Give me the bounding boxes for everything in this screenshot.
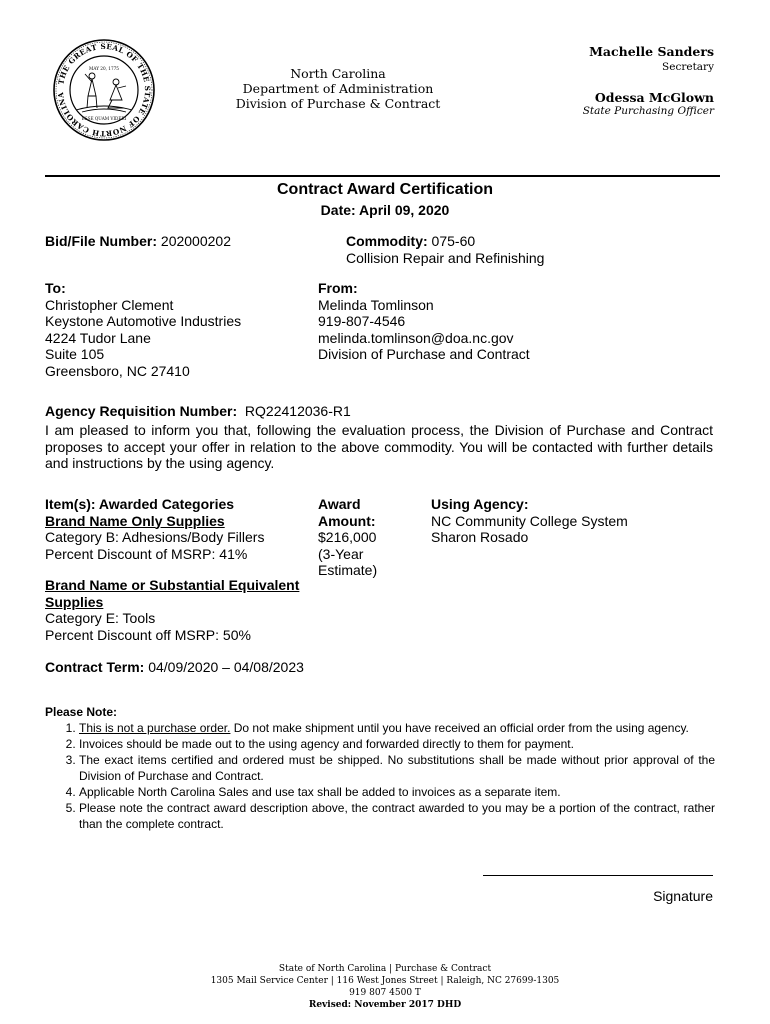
- note-item-5: 5. Please note the contract award description above, the contract awarded to you may be a portion of the contract, rather than the complete contract.: [79, 800, 715, 832]
- from-division: Division of Purchase and Contract: [318, 346, 530, 362]
- note-item-1: [79, 720, 715, 736]
- seal-outer-text: THE GREAT SEAL OF THE STATE OF NORTH CAROLINA: [55, 41, 153, 139]
- from-block: [318, 280, 530, 363]
- footer-line-3: 919 807 4500 T: [349, 988, 421, 998]
- using-agency-label: Using Agency:: [431, 496, 529, 512]
- commodity-label: Commodity:: [346, 233, 428, 249]
- commodity: [346, 233, 544, 267]
- seal-motto: ESSE QUAM VIDERI: [81, 116, 127, 121]
- footer-line-4: Revised: November 2017 DHD: [308, 1000, 462, 1010]
- document-date: Date: April 09, 2020: [320, 202, 450, 218]
- items-header: Item(s): Awarded Categories: [45, 496, 235, 512]
- page-footer: [0, 963, 770, 1011]
- commodity-value: 075-60: [427, 233, 476, 249]
- officer-name: Odessa McGlown: [594, 90, 714, 105]
- from-email: melinda.tomlinson@doa.nc.gov: [318, 329, 514, 346]
- header-line-3: Division of Purchase & Contract: [235, 96, 441, 111]
- secretary-title: Secretary: [662, 61, 714, 73]
- seal-date: MAY 20, 1775: [89, 66, 119, 71]
- to-name: Christopher Clement: [45, 296, 174, 313]
- group1-title: Brand Name Only Supplies: [45, 512, 225, 529]
- footer-line-2: 1305 Mail Service Center | 116 West Jones Street | Raleigh, NC 27699-1305: [210, 976, 560, 986]
- group1-category: Category B: Adhesions/Body Fillers: [45, 529, 265, 545]
- agency-requisition: [45, 403, 351, 420]
- notes-title: Please Note:: [45, 705, 118, 719]
- note-item-4: 4. Applicable North Carolina Sales and use tax shall be added to invoices as a separate item.: [79, 784, 715, 800]
- secretary-name: Machelle Sanders: [589, 44, 714, 59]
- note-1-rest: Do not make shipment until you have received an official order from the using agency.: [230, 721, 689, 735]
- bid-file-value: 202000202: [157, 233, 231, 249]
- please-note: [45, 704, 715, 832]
- using-agency-name: NC Community College System: [431, 512, 628, 529]
- bid-file-number: [45, 233, 231, 250]
- group2-category: Category E: Tools: [45, 610, 156, 626]
- intro-paragraph: I am pleased to inform you that, following the evaluation process, the Division of Purchase and Contract proposes to accept your offer in relation to the above commodity. You will be contacted with further details and instructions by the using agency.: [45, 422, 713, 471]
- using-agency-contact: Sharon Rosado: [431, 529, 529, 545]
- to-street: 4224 Tudor Lane: [45, 329, 151, 346]
- footer-line-1: State of North Carolina | Purchase & Contract: [278, 964, 492, 974]
- note-item-2: 2. Invoices should be made out to the using agency and forwarded directly to them for payment.: [79, 736, 715, 752]
- using-agency: [431, 496, 628, 546]
- signature-label: Signature: [653, 888, 713, 904]
- commodity-description: Collision Repair and Refinishing: [346, 250, 545, 266]
- contract-term-label: Contract Term:: [45, 659, 145, 675]
- officer-title: State Purchasing Officer: [582, 105, 714, 117]
- award-value: $216,000: [318, 529, 377, 545]
- agency-requisition-label: Agency Requisition Number:: [45, 403, 238, 419]
- bid-file-label: Bid/File Number:: [45, 233, 158, 249]
- award-note-1: (3-Year: [318, 545, 364, 562]
- note-item-3: 3. The exact items certified and ordered must be shipped. No substitutions shall be made without prior approval of the Division of Purchase and Contract.: [79, 752, 715, 784]
- to-company: Keystone Automotive Industries: [45, 313, 242, 329]
- awarded-items-group2: [45, 577, 315, 643]
- header-divider: [45, 175, 720, 177]
- to-suite: Suite 105: [45, 346, 105, 362]
- group2-title-a: Brand Name or Substantial Equivalent: [45, 577, 300, 593]
- to-label: To:: [45, 280, 66, 296]
- awarded-items: [45, 496, 315, 579]
- to-city: Greensboro, NC 27410: [45, 362, 190, 379]
- header-line-2: Department of Administration: [242, 81, 434, 96]
- agency-header: [228, 66, 448, 111]
- contract-term: [45, 659, 304, 676]
- group2-title-b: Supplies: [45, 593, 104, 610]
- award-note-2: Estimate): [318, 562, 378, 578]
- officer-block: [583, 90, 714, 117]
- contract-term-value: 04/09/2020 – 04/08/2023: [144, 659, 304, 675]
- group2-discount: Percent Discount off MSRP: 50%: [45, 626, 251, 643]
- document-title: Contract Award Certification: [276, 181, 494, 198]
- award-label-b: Amount:: [318, 512, 376, 529]
- from-phone: 919-807-4546: [318, 313, 406, 329]
- from-label: From:: [318, 280, 358, 296]
- award-amount: [318, 496, 377, 579]
- group1-discount: Percent Discount of MSRP: 41%: [45, 545, 248, 562]
- header-line-1: North Carolina: [290, 66, 386, 81]
- agency-requisition-value: RQ22412036-R1: [237, 403, 351, 419]
- signature-line: [483, 874, 713, 876]
- note-1-underlined: This is not a purchase order.: [79, 721, 231, 735]
- to-block: [45, 280, 241, 379]
- secretary-block: [589, 44, 714, 73]
- from-name: Melinda Tomlinson: [318, 296, 434, 313]
- award-label-a: Award: [318, 496, 361, 512]
- state-seal: [52, 38, 156, 142]
- notes-list: [45, 720, 715, 832]
